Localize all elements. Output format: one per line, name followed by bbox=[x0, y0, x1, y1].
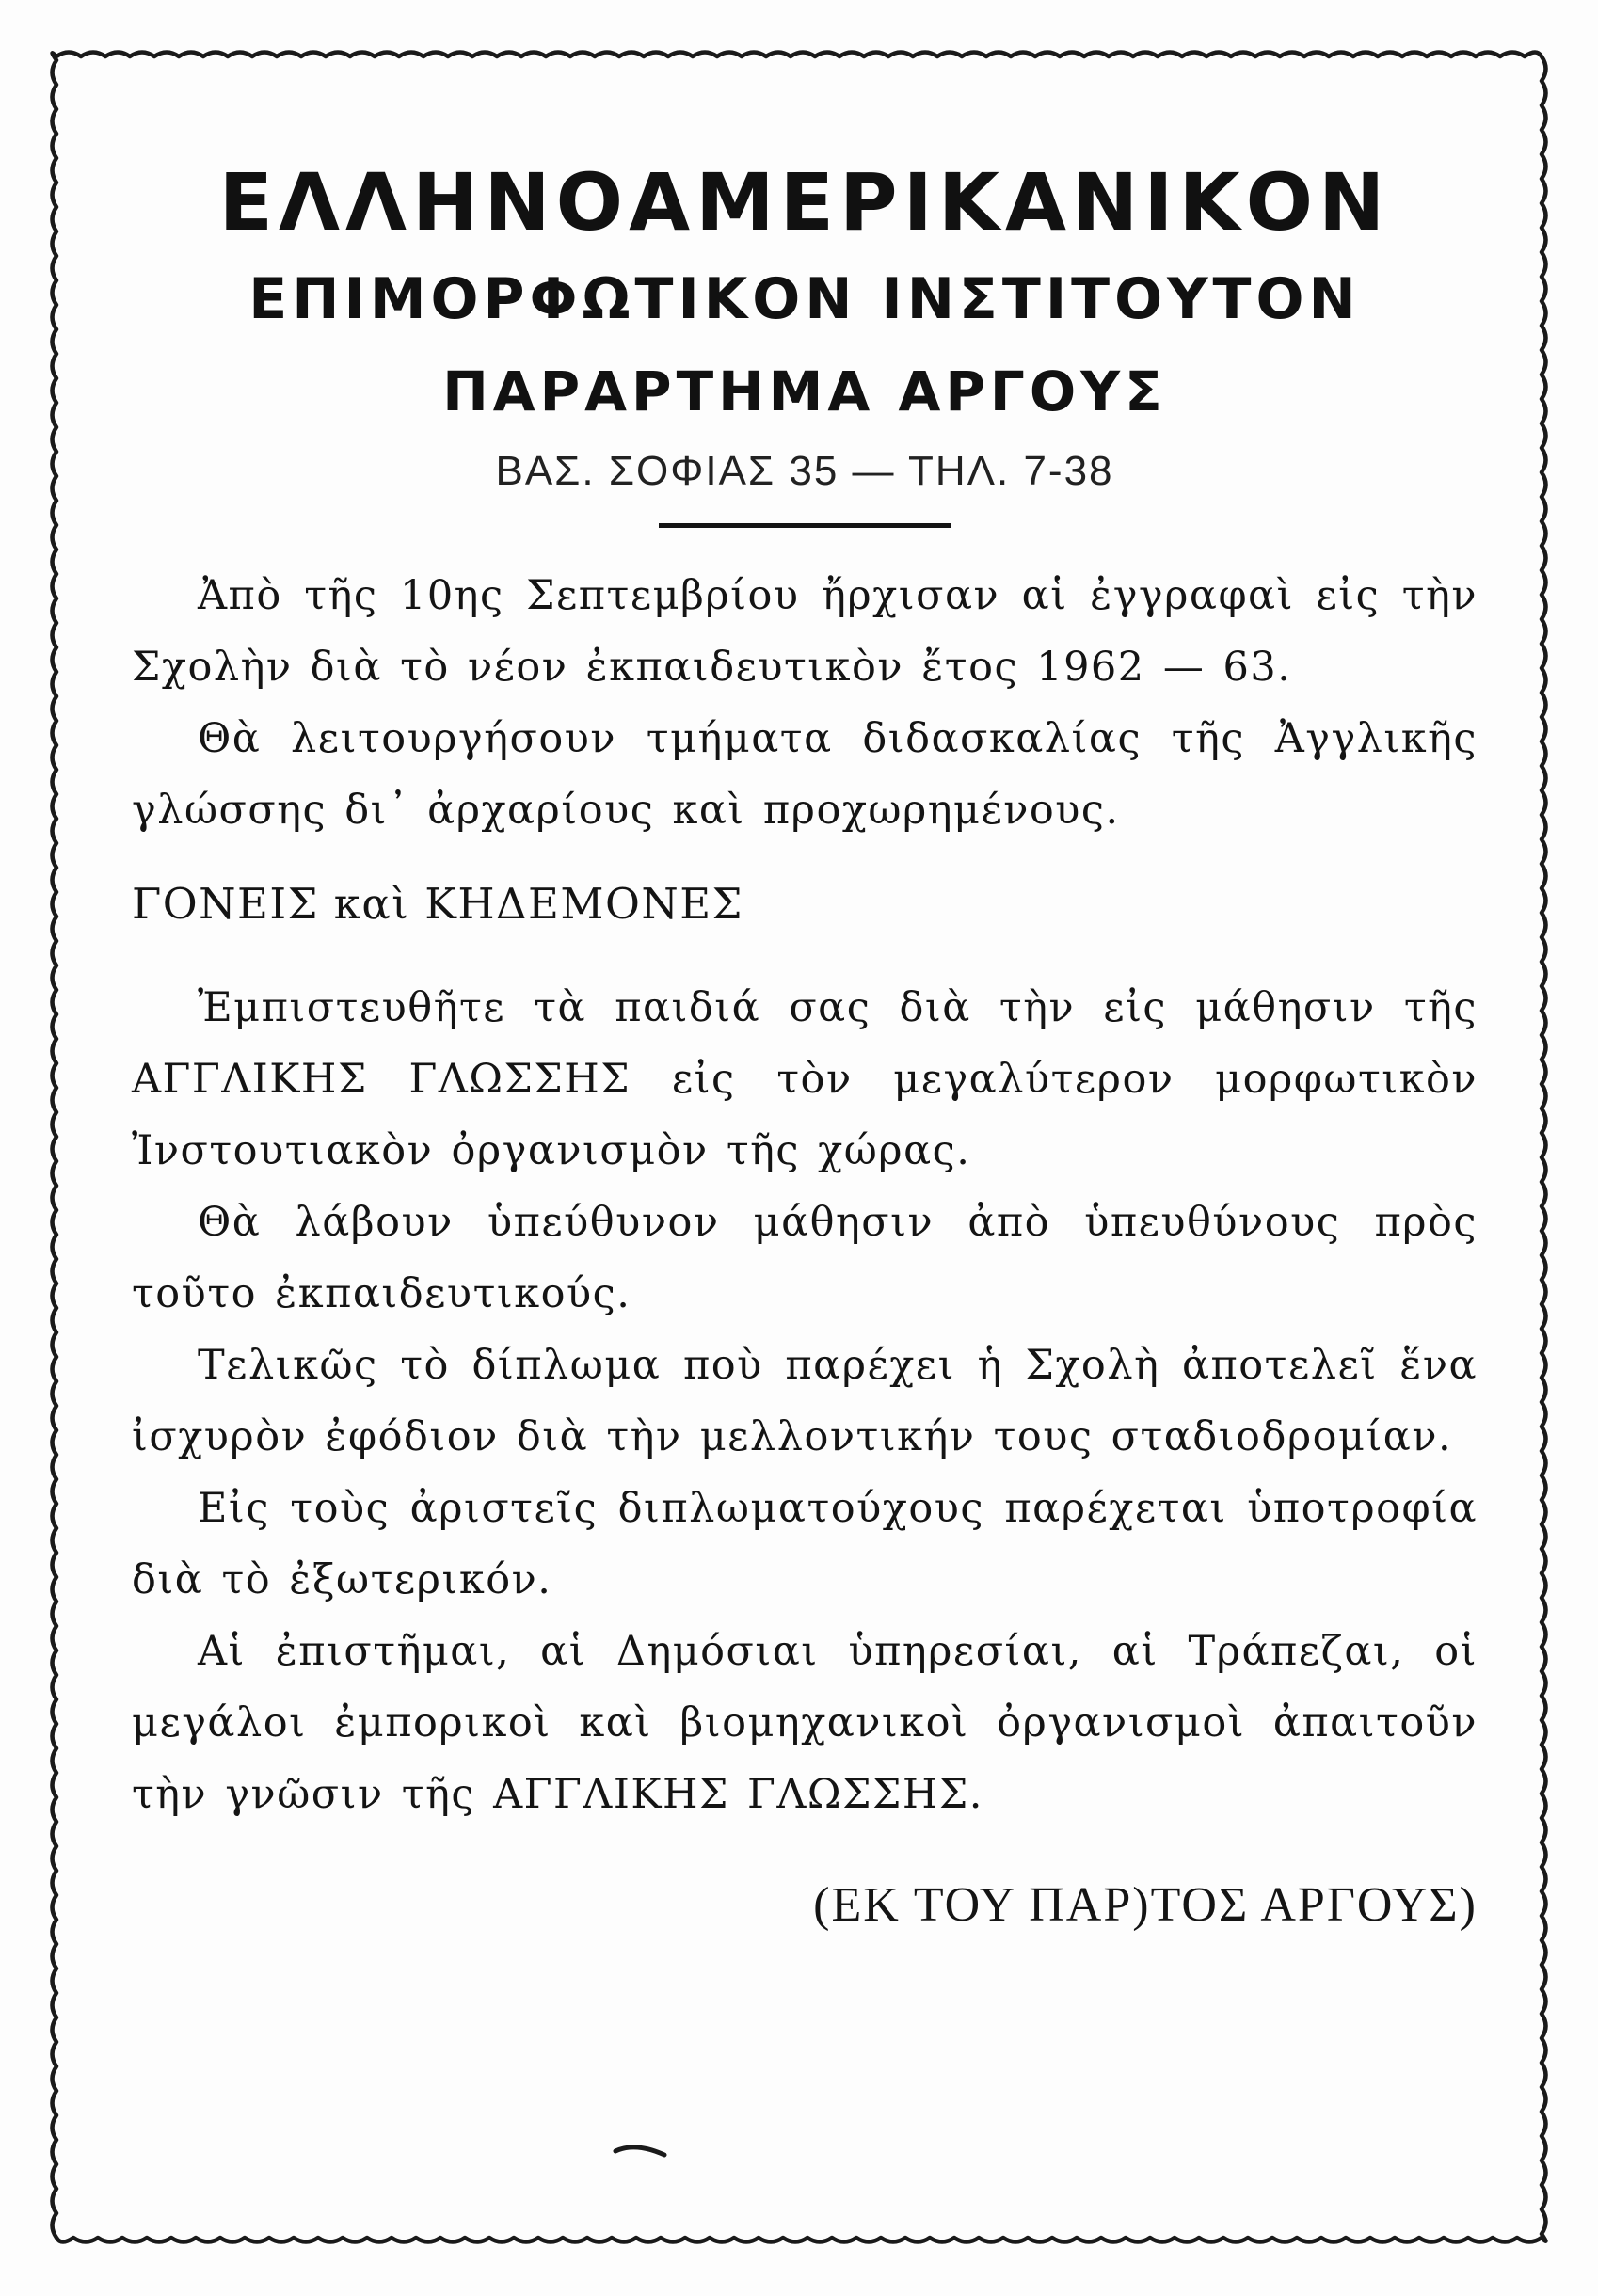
dash-mark bbox=[612, 2136, 668, 2164]
institute-name: ΕΛΛΗΝΟΑΜΕΡΙΚΑΝΙΚΟΝ bbox=[218, 156, 1391, 248]
paragraph-classes: Θὰ λειτουργήσουν τμήματα διδασκαλίας τῆς Ἀγγλικῆς γλώσσης δι᾽ ἀρχαρίους καὶ προχωρημένους. bbox=[132, 715, 1478, 834]
paragraph-diploma: Τελικῶς τὸ δίπλωμα ποὺ παρέχει ἡ Σχολὴ ἀποτελεῖ ἕνα ἰσχυρὸν ἐφόδιον διὰ τὴν μελλοντικήν τους σταδιοδρομίαν. bbox=[132, 1342, 1478, 1460]
divider-rule bbox=[659, 523, 951, 528]
paragraph-scholarship: Εἰς τοὺς ἀριστεῖς διπλωματούχους παρέχεται ὑποτροφία διὰ τὸ ἐξωτερικόν. bbox=[132, 1485, 1478, 1603]
institute-subtitle: ΕΠΙΜΟΡΦΩΤΙΚΟΝ ΙΝΣΤΙΤΟΥΤΟΝ bbox=[248, 266, 1361, 332]
paragraph-enrollment: Ἀπὸ τῆς 10ης Σεπτεμβρίου ἤρχισαν αἱ ἐγγραφαὶ εἰς τὴν Σχολὴν διὰ τὸ νέον ἐκπαιδευτικὸν ἔτος 1962 — 63. bbox=[132, 572, 1478, 691]
paragraph-teachers: Θὰ λάβουν ὑπεύθυνον μάθησιν ἀπὸ ὑπευθύνους πρὸς τοῦτο ἐκπαιδευτικούς. bbox=[132, 1199, 1478, 1317]
paragraph-trust: Ἐμπιστευθῆτε τὰ παιδιά σας διὰ τὴν εἰς μάθησιν τῆς ΑΓΓΛΙΚΗΣ ΓΛΩΣΣΗΣ εἰς τὸν μεγαλύτερον μορφωτικὸν Ἰνστουτιακὸν ὀργανισμὸν τῆς χώρας. bbox=[132, 984, 1478, 1174]
parents-heading: ΓΟΝΕΙΣ καὶ ΚΗΔΕΜΟΝΕΣ bbox=[132, 879, 743, 929]
signature-line: (ΕΚ ΤΟΥ ΠΑΡ)ΤΟΣ ΑΡΓΟΥΣ) bbox=[813, 1878, 1478, 1932]
address-line: ΒΑΣ. ΣΟΦΙΑΣ 35 — ΤΗΛ. 7-38 bbox=[495, 448, 1114, 494]
branch-name: ΠΑΡΑΡΤΗΜΑ ΑΡΓΟΥΣ bbox=[442, 359, 1167, 423]
paragraph-requirements: Αἱ ἐπιστῆμαι, αἱ Δημόσιαι ὑπηρεσίαι, αἱ Τράπεζαι, οἱ μεγάλοι ἐμπορικοὶ καὶ βιομηχανικοὶ ὀργανισμοὶ ἀπαιτοῦν τὴν γνῶσιν τῆς ΑΓΓΛΙΚΗΣ ΓΛΩΣΣΗΣ. bbox=[132, 1628, 1478, 1818]
notice-content bbox=[132, 151, 1478, 1943]
